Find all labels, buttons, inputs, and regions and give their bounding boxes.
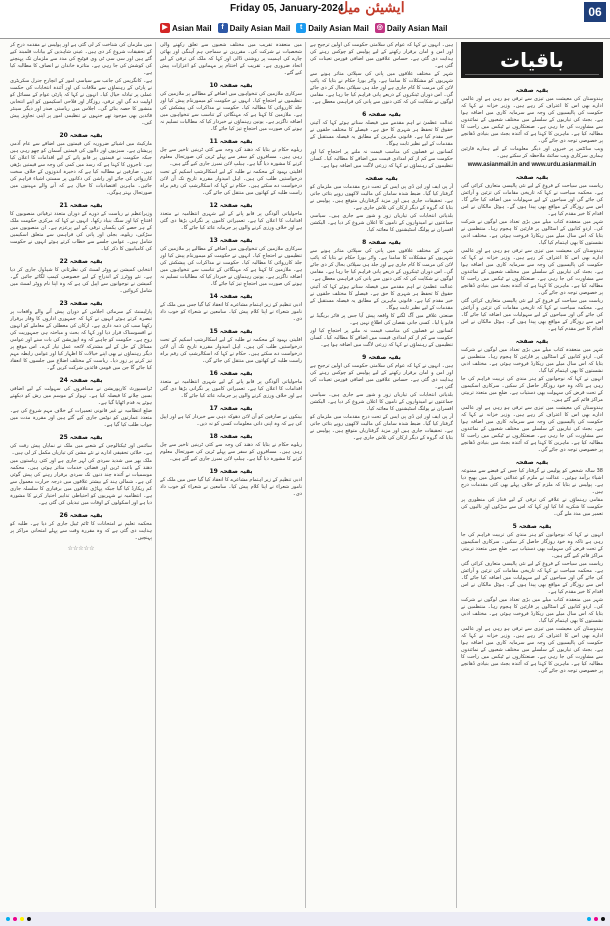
- article-text: آر پی ایف اور این ڈی پی ایس کے تحت درج مقدمات میں ملزمان کو گرفتار کیا گیا۔ ضبط شدہ سامان کی مالیت لاکھوں روپے بتائی جاتی ہے۔ تحقیقات جاری ہیں اور مزید گرفتاریاں متوقع ہیں۔ پولیس نے بتایا کہ گروہ کے دیگر ارکان کی تلاش جاری ہے۔: [310, 184, 453, 211]
- article-text: ریلوے حکام نے بتایا کہ دھند کی وجہ سے کئی ٹرینیں تاخیر سے چل رہی ہیں۔ مسافروں کو سفر سے پہلے ٹرین کی صورتحال معلوم کرنے کا مشورہ دیا گیا ہے۔ ہیلپ لائن نمبرز جاری کیے گئے ہیں۔: [160, 442, 302, 462]
- article-text: شہر کے مختلف علاقوں میں پانی کی سپلائی متاثر ہونے سے شہریوں کو مشکلات کا سامنا ہے۔ واٹر بورڈ حکام نے بتایا کہ پائپ لائن کی مرمت کا کام جاری ہے اور جلد ہی سپلائی بحال کر دی جائے گی۔ اس دوران ٹینکروں کے ذریعے پانی فراہم کیا جا رہا ہے۔ مقامی لوگوں نے شکایت کی کہ کئی دنوں سے پانی کی فراہمی معطل ہے۔: [310, 71, 453, 105]
- article-text: شہر میں منعقدہ کتاب میلے میں بڑی تعداد میں لوگوں نے شرکت کی۔ اردو کتابوں کے اسٹالوں پر قارئین کا ہجوم رہا۔ منتظمین نے بتایا کہ اس سال میلے میں ریکارڈ فروخت ہوئی ہے۔ مختلف ادبی نشستوں کا بھی اہتمام کیا گیا۔: [461, 347, 603, 374]
- column-divider: [155, 42, 156, 908]
- continuation-heading: بقیہ صفحہ: [515, 459, 549, 466]
- article-text: سرکاری ملازمین کی تنخواہوں میں اضافے کے مطالبے پر ملازمین کی تنظیموں نے احتجاج کیا۔ انہوں نے حکومت کو میمورنڈم پیش کیا اور جلد کارروائی کا مطالبہ کیا۔ حکومت نے مذاکرات کی پیشکش کی ہے۔ ملازمین کا کہنا ہے کہ مہنگائی کے تناسب سے تنخواہوں میں اضافہ ناگزیر ہے۔ یونین رہنماؤں نے خبردار کیا کہ مطالبات تسلیم نہ ہونے کی صورت میں احتجاج تیز کیا جائے گا۔: [160, 91, 302, 132]
- issue-date: Friday 05, January-2024: [230, 3, 344, 14]
- article-text: ہیں۔ انہوں نے کہا کہ عوام کی سلامتی حکومت کی اولین ترجیح ہے اور امن و امان برقرار رکھنے کے لیے پولیس کو چوکس رہنے کی ہدایت دی گئی ہے۔ حساس علاقوں میں اضافی فورس تعینات کی گئی ہے۔: [310, 42, 453, 69]
- instagram-icon: ◎: [376, 24, 383, 31]
- black-dot: [601, 917, 605, 921]
- article-text: ریاست میں سیاحت کے فروغ کے لیے نئی پالیسی متعارف کرائی گئی ہے۔ محکمہ سیاحت نے کہا کہ تاریخی مقامات کی تزئین و آرائش کی جائے گی اور سیاحوں کے لیے سہولیات میں اضافہ کیا جائے گا۔ اس سے روزگار کے مواقع بھی پیدا ہوں گے۔ ہوٹل مالکان نے اس اقدام کا خیر مقدم کیا ہے۔: [461, 561, 603, 595]
- section-title: باقیات: [461, 42, 603, 78]
- continuation-heading: بقیہ صفحہ 11: [209, 138, 253, 145]
- article-text: بلدیاتی انتخابات کی تیاریاں زور و شور سے جاری ہیں۔ سیاسی جماعتوں نے امیدواروں کے ناموں کا اعلان شروع کر دیا ہے۔ الیکشن افسران نے پولنگ اسٹیشنوں کا معائنہ کیا۔: [310, 392, 453, 412]
- continuation-heading: بقیہ صفحہ 18: [209, 433, 253, 440]
- article-text: شہر کے مختلف علاقوں میں پانی کی سپلائی متاثر ہونے سے شہریوں کو مشکلات کا سامنا ہے۔ واٹر بورڈ حکام نے بتایا کہ پائپ لائن کی مرمت کا کام جاری ہے اور جلد ہی سپلائی بحال کر دی جائے گی۔ اس دوران ٹینکروں کے ذریعے پانی فراہم کیا جا رہا ہے۔ مقامی لوگوں نے شکایت کی کہ کئی دنوں سے پانی کی فراہمی معطل ہے۔: [310, 248, 453, 282]
- article-text: ریاست میں سیاحت کے فروغ کے لیے نئی پالیسی متعارف کرائی گئی ہے۔ محکمہ سیاحت نے کہا کہ تاریخی مقامات کی تزئین و آرائش کی جائے گی اور سیاحوں کے لیے سہولیات میں اضافہ کیا جائے گا۔ اس سے روزگار کے مواقع بھی پیدا ہوں گے۔ ہوٹل مالکان نے اس اقدام کا خیر مقدم کیا ہے۔: [461, 183, 603, 217]
- column-5: [461, 82, 603, 908]
- article-text: ہندوستان کی معیشت میں تیزی سے ترقی ہو رہی ہے اور عالمی ادارے بھی اس کا اعتراف کر رہے ہیں۔ وزیر خزانہ نے کہا کہ حکومت کی پالیسیوں کی وجہ سے سرمایہ کاری میں اضافہ ہوا ہے۔ بجٹ کی تیاریوں کے سلسلے میں مختلف شعبوں کے نمائندوں سے مشاورت کی جا رہی ہے۔ صنعتکاروں نے ٹیکس میں راحت کا مطالبہ کیا ہے۔ ماہرین کا کہنا ہے کہ آئندہ بجٹ میں بنیادی ڈھانچے پر خصوصی توجہ دی جائے گی۔: [461, 248, 603, 296]
- article-text: ہندوستان کی معیشت میں تیزی سے ترقی ہو رہی ہے اور عالمی ادارے بھی اس کا اعتراف کر رہے ہیں۔ وزیر خزانہ نے کہا کہ حکومت کی پالیسیوں کی وجہ سے سرمایہ کاری میں اضافہ ہوا ہے۔ بجٹ کی تیاریوں کے سلسلے میں مختلف شعبوں کے نمائندوں سے مشاورت کی جا رہی ہے۔ صنعتکاروں نے ٹیکس میں راحت کا مطالبہ کیا ہے۔ ماہرین کا کہنا ہے کہ آئندہ بجٹ میں بنیادی ڈھانچے پر خصوصی توجہ دی جائے گی۔: [461, 626, 603, 674]
- continuation-heading: بقیہ صفحہ 25: [59, 434, 103, 441]
- article-text: وزیراعظم نے ریاست کے دورے کے دوران متعدد ترقیاتی منصوبوں کا افتتاح کیا اور سنگ بنیاد رکھا۔ انہوں نے کہا کہ مرکزی حکومت ملک کے ہر حصے کی یکساں ترقی کے لیے پرعزم ہے۔ ان منصوبوں میں سڑکیں، ریلوے، بجلی اور پانی کی فراہمی سے متعلق اسکیمیں شامل ہیں۔ عوامی جلسے سے خطاب کرتے ہوئے انہوں نے حکومت کی کامیابیوں کا ذکر کیا۔: [10, 211, 152, 252]
- article-text: ماحولیاتی آلودگی پر قابو پانے کے لیے شہری انتظامیہ نے متعدد اقدامات کا اعلان کیا ہے۔ تعمیراتی کاموں پر نگرانی بڑھا دی گئی ہے اور خلاف ورزی کرنے والوں پر جرمانہ عائد کیا جائے گا۔: [160, 379, 302, 399]
- continuation-heading: بقیہ صفحہ 20: [59, 132, 103, 139]
- continuation-heading: بقیہ صفحہ 15: [209, 328, 253, 335]
- masthead: [0, 0, 610, 39]
- article-text: شہر میں منعقدہ کتاب میلے میں بڑی تعداد میں لوگوں نے شرکت کی۔ اردو کتابوں کے اسٹالوں پر قارئین کا ہجوم رہا۔ منتظمین نے بتایا کہ اس سال میلے میں ریکارڈ فروخت ہوئی ہے۔ مختلف ادبی نشستوں کا بھی اہتمام کیا گیا۔: [461, 597, 603, 624]
- continuation-heading: بقیہ صفحہ 5: [512, 523, 552, 530]
- article-text: ہندوستان کی معیشت میں تیزی سے ترقی ہو رہی ہے اور عالمی ادارے بھی اس کا اعتراف کر رہے ہیں۔ وزیر خزانہ نے کہا کہ حکومت کی پالیسیوں کی وجہ سے سرمایہ کاری میں اضافہ ہوا ہے۔ بجٹ کی تیاریوں کے سلسلے میں مختلف شعبوں کے نمائندوں سے مشاورت کی جا رہی ہے۔ صنعتکاروں نے ٹیکس میں راحت کا مطالبہ کیا ہے۔ ماہرین کا کہنا ہے کہ آئندہ بجٹ میں بنیادی ڈھانچے پر خصوصی توجہ دی جائے گی۔: [461, 96, 603, 144]
- article-text: ٹرانسپورٹ کارپوریشن نے مسافروں کی سہولت کے لیے اضافی بسیں چلانے کا فیصلہ کیا ہے۔ تہوار کے موسم میں رش کو دیکھتے ہوئے یہ قدم اٹھایا گیا ہے۔: [10, 386, 152, 406]
- article-text: ہیں۔ انہوں نے کہا کہ عوام کی سلامتی حکومت کی اولین ترجیح ہے اور امن و امان برقرار رکھنے کے لیے پولیس کو چوکس رہنے کی ہدایت دی گئی ہے۔ حساس علاقوں میں اضافی فورس تعینات کی گئی ہے۔: [310, 363, 453, 390]
- article-text: شہر میں منعقدہ کتاب میلے میں بڑی تعداد میں لوگوں نے شرکت کی۔ اردو کتابوں کے اسٹالوں پر قارئین کا ہجوم رہا۔ منتظمین نے بتایا کہ اس سال میلے میں ریکارڈ فروخت ہوئی ہے۔ مختلف ادبی نشستوں کا بھی اہتمام کیا گیا۔: [461, 219, 603, 246]
- column-divider: [456, 42, 457, 908]
- continuation-heading: بقیہ صفحہ 24: [59, 377, 103, 384]
- social-facebook[interactable]: [218, 21, 291, 35]
- end-ornament: ☆☆☆☆☆: [67, 545, 95, 552]
- article-text: ویب سائٹس پر خبروں اور دیگر معلومات کے لیے ہمارے قارئین ہماری سرکاری ویب سائٹ ملاحظہ کر سکتے ہیں۔: [461, 146, 603, 159]
- article-text: میں ملزمان کی شناخت کر لی گئی ہے اور پولیس نے مقدمہ درج کر کے تحقیقات شروع کر دی ہیں۔ عینی شاہدین کے بیانات قلمبند کیے گئے ہیں اور سی سی ٹی وی فوٹیج کی مدد سے ملزمان تک پہنچنے کی کوشش کی جا رہی ہے۔ متاثرہ خاندان نے انصاف کا مطالبہ کیا ہے۔: [10, 42, 152, 76]
- continuation-heading: بقیہ صفحہ 6: [362, 111, 401, 118]
- continuation-heading: بقیہ صفحہ 9: [362, 354, 401, 361]
- article-text: پارلیمنٹ کے سرمائی اجلاس کے دوران پیش آنے والے واقعات پر تبصرہ کرتے ہوئے انہوں نے کہا کہ جمہوری اداروں کا وقار برقرار رکھنا سب کی ذمہ داری ہے۔ ارکان کی معطلی کے معاملے کو انہوں نے افسوسناک قرار دیا اور کہا کہ بحث و مباحثہ ہی جمہوریت کی روح ہے۔ حکومت کو چاہیے کہ وہ اپوزیشن کی بات سنے اور عوامی مسائل کے حل کے لیے مشترکہ لائحہ عمل تیار کرے۔ اس موقع پر دیگر رہنماؤں نے بھی اپنے خیالات کا اظہار کیا اور عوامی رابطہ مہم تیز کرنے پر زور دیا۔ ریاست کے مختلف اضلاع میں جلسوں کا انعقاد کیا جائے گا جن میں قومی قائدین شرکت کریں گے۔: [10, 309, 152, 371]
- article-text: صنعتی علاقے میں آگ لگنے کا واقعہ پیش آیا جس پر فائر بریگیڈ نے قابو پا لیا۔ کسی جانی نقصان کی اطلاع نہیں ہے۔: [310, 313, 453, 326]
- continuation-heading: بقیہ صفحہ 14: [209, 293, 253, 300]
- cyan-dot: [587, 917, 591, 921]
- continuation-heading: بقیہ صفحہ 26: [59, 512, 103, 519]
- social-label: Daily Asian Mail: [386, 23, 448, 33]
- continuation-heading: بقیہ صفحہ: [365, 175, 398, 182]
- article-text: انہوں نے کہا کہ نوجوانوں کو ہنر مندی کی تربیت فراہم کی جا رہی ہے تاکہ وہ خود روزگار حاصل کر سکیں۔ سرکاری اسکیموں کے تحت قرض کی سہولت بھی دستیاب ہے۔ ضلع میں متعدد تربیتی مراکز قائم کیے گئے ہیں۔: [461, 532, 603, 559]
- continuation-heading: بقیہ صفحہ 19: [209, 468, 253, 475]
- social-youtube[interactable]: [160, 21, 212, 35]
- article-text: ریاست میں سیاحت کے فروغ کے لیے نئی پالیسی متعارف کرائی گئی ہے۔ محکمہ سیاحت نے کہا کہ تاریخی مقامات کی تزئین و آرائش کی جائے گی اور سیاحوں کے لیے سہولیات میں اضافہ کیا جائے گا۔ اس سے روزگار کے مواقع بھی پیدا ہوں گے۔ ہوٹل مالکان نے اس اقدام کا خیر مقدم کیا ہے۔: [461, 298, 603, 332]
- article-text: سائنس اور ٹیکنالوجی کے شعبے میں ملک نے نمایاں پیش رفت کی ہے۔ خلائی تحقیقی ادارے نے نئے مشن کی تیاریاں مکمل کر لی ہیں۔: [10, 443, 152, 456]
- article-text: مقامی رہنماؤں نے علاقے کی ترقی کے لیے فنڈز کی منظوری پر حکومت کا شکریہ ادا کیا اور کہا کہ اس سے سڑکوں اور نالیوں کی تعمیر میں مدد ملے گی۔: [461, 497, 603, 517]
- article-text: میں منعقدہ تقریب میں مختلف شعبوں سے تعلق رکھنے والی شخصیات نے شرکت کی۔ مقررین نے سماجی ہم آہنگی اور بھائی چارے کی اہمیت پر روشنی ڈالی اور کہا کہ ملک کی ترقی کے لیے اتحاد ضروری ہے۔ تقریب کے اختتام پر مہمانوں کو اعزازات پیش کیے گئے۔: [160, 42, 302, 76]
- social-label: Asian Mail: [172, 23, 212, 33]
- social-links: [160, 21, 447, 35]
- column-2: [10, 42, 152, 908]
- black-dot: [27, 917, 31, 921]
- facebook-icon: f: [218, 23, 228, 33]
- twitter-icon: t: [296, 23, 306, 33]
- article-text: ہے۔ کانگریس کی جانب سے سیاسی امور کے انچارج جنرل سکریٹری نے پارٹی کے رہنماؤں سے ملاقات کی اور آئندہ انتخابات کی حکمت عملی پر تبادلہ خیال کیا۔ انہوں نے کہا کہ پارٹی عوام کے مسائل کو اولیت دے گی اور ترقی، روزگار اور فلاحی اسکیموں کو اپنے انتخابی منشور کا حصہ بنائے گی۔ اجلاس میں ریاستی صدر اور دیگر سینئر قائدین بھی موجود تھے جنہوں نے تنظیمی امور پر اپنی تجاویز پیش کیں۔: [10, 78, 152, 126]
- continuation-heading: بقیہ صفحہ: [515, 174, 549, 181]
- article-text: ادبی تنظیم کے زیر اہتمام مشاعرے کا انعقاد کیا گیا جس میں ملک کے نامور شعراء نے اپنا کلام پیش کیا۔ سامعین نے شعراء کو خوب داد دی۔: [160, 302, 302, 322]
- page-number: 06: [584, 2, 606, 22]
- newspaper-logo: ایشیئن میل: [338, 0, 405, 16]
- article-text: ہندوستان کی معیشت میں تیزی سے ترقی ہو رہی ہے اور عالمی ادارے بھی اس کا اعتراف کر رہے ہیں۔ وزیر خزانہ نے کہا کہ حکومت کی پالیسیوں کی وجہ سے سرمایہ کاری میں اضافہ ہوا ہے۔ بجٹ کی تیاریوں کے سلسلے میں مختلف شعبوں کے نمائندوں سے مشاورت کی جا رہی ہے۔ صنعتکاروں نے ٹیکس میں راحت کا مطالبہ کیا ہے۔ ماہرین کا کہنا ہے کہ آئندہ بجٹ میں بنیادی ڈھانچے پر خصوصی توجہ دی جائے گی۔: [461, 405, 603, 453]
- article-text: کسانوں نے فصلوں کی مناسب قیمت نہ ملنے پر احتجاج کیا اور حکومت سے کم از کم امدادی قیمت میں اضافے کا مطالبہ کیا۔ کسان تنظیموں کے رہنماؤں نے کہا کہ زرعی لاگت میں اضافہ ہوا ہے۔: [310, 149, 453, 169]
- article-text: اقلیتی بہبود کے محکمہ نے طلبہ کے لیے اسکالرشپ اسکیم کے تحت درخواستیں طلب کی ہیں۔ اہل امیدوار مقررہ تاریخ تک آن لائن درخواست دے سکتے ہیں۔ حکام نے کہا کہ اسکالرشپ کی رقم براہ راست طلبہ کے کھاتوں میں منتقل کی جائے گی۔: [160, 337, 302, 364]
- color-bar-left: [6, 917, 31, 921]
- website-link[interactable]: www.asianmail.in and www.urdu.asianmail.in: [467, 162, 597, 168]
- article-text: مارکیٹ میں اشیائے ضروریہ کی قیمتوں میں اضافے سے عام آدمی پریشان ہے۔ سبزیوں اور دالوں کی قیمتیں آسمان کو چھو رہی ہیں جبکہ حکومت نے قیمتوں پر قابو پانے کے لیے اقدامات کا اعلان کیا ہے۔ تاجروں کا کہنا ہے کہ رسد میں کمی کی وجہ سے قیمتیں بڑھی ہیں۔ صارفین نے مطالبہ کیا ہے کہ ذخیرہ اندوزوں کے خلاف سخت کارروائی کی جائے اور راشن کی دکانوں پر سستی اشیاء فراہم کی جائیں۔ ماہرین اقتصادیات کا خیال ہے کہ آنے والے مہینوں میں صورتحال بہتر ہوگی۔: [10, 141, 152, 196]
- column-4: [310, 42, 453, 908]
- continuation-heading: بقیہ صفحہ 23: [59, 300, 103, 307]
- magenta-dot: [594, 917, 598, 921]
- article-text: ادبی تنظیم کے زیر اہتمام مشاعرے کا انعقاد کیا گیا جس میں ملک کے نامور شعراء نے اپنا کلام پیش کیا۔ سامعین نے شعراء کو خوب داد دی۔: [160, 477, 302, 497]
- continuation-heading: بقیہ صفحہ 16: [209, 370, 253, 377]
- article-text: محکمہ تعلیم نے امتحانات کا ٹائم ٹیبل جاری کر دیا ہے۔ طلبہ کو ہدایت دی گئی ہے کہ وہ مقررہ وقت سے پہلے امتحانی مراکز پر پہنچیں۔: [10, 521, 152, 541]
- color-bar-right: [587, 917, 605, 921]
- social-label: Daily Asian Mail: [308, 23, 369, 33]
- continuation-heading: بقیہ صفحہ 21: [59, 202, 103, 209]
- article-text: کسانوں نے فصلوں کی مناسب قیمت نہ ملنے پر احتجاج کیا اور حکومت سے کم از کم امدادی قیمت میں اضافے کا مطالبہ کیا۔ کسان تنظیموں کے رہنماؤں نے کہا کہ زرعی لاگت میں اضافہ ہوا ہے۔: [310, 328, 453, 348]
- article-text: ملک بھر میں شدید سردی کی لہر جاری ہے اور کئی ریاستوں میں دھند کے باعث ٹرین اور فضائی خدمات متاثر ہوئی ہیں۔ محکمہ موسمیات نے آئندہ چند دنوں تک سردی برقرار رہنے کی پیش گوئی کی ہے۔ شمالی ہند کے بیشتر علاقوں میں درجہ حرارت معمول سے کم ریکارڈ کیا گیا جبکہ پہاڑی علاقوں میں برفباری کا سلسلہ جاری ہے۔ انتظامیہ نے شہریوں کو احتیاطی تدابیر اختیار کرنے کا مشورہ دیا ہے اور اسکولوں کے اوقات میں تبدیلی کی گئی ہے۔: [10, 458, 152, 506]
- yellow-dot: [20, 917, 24, 921]
- social-twitter[interactable]: [296, 21, 369, 35]
- continuation-heading: بقیہ صفحہ 10: [209, 82, 253, 89]
- continuation-heading: بقیہ صفحہ 12: [209, 202, 253, 209]
- footer-strip: [0, 912, 610, 926]
- article-text: انتخابی کمیشن نے ووٹر لسٹ کی نظرثانی کا شیڈول جاری کر دیا ہے۔ نئے ووٹرز کے اندراج کے لیے خصوصی کیمپ لگائے جائیں گے۔ کمیشن نے نوجوانوں سے اپیل کی ہے کہ وہ اپنا نام ووٹر لسٹ میں شامل کروائیں۔: [10, 267, 152, 294]
- youtube-icon: ▶: [160, 23, 170, 33]
- continuation-heading: بقیہ صفحہ 13: [209, 237, 253, 244]
- social-instagram[interactable]: [375, 21, 448, 35]
- column-3: [160, 42, 302, 908]
- article-text: اقلیتی بہبود کے محکمہ نے طلبہ کے لیے اسکالرشپ اسکیم کے تحت درخواستیں طلب کی ہیں۔ اہل امیدوار مقررہ تاریخ تک آن لائن درخواست دے سکتے ہیں۔ حکام نے کہا کہ اسکالرشپ کی رقم براہ راست طلبہ کے کھاتوں میں منتقل کی جائے گی۔: [160, 169, 302, 196]
- article-text: انہوں نے کہا کہ نوجوانوں کو ہنر مندی کی تربیت فراہم کی جا رہی ہے تاکہ وہ خود روزگار حاصل کر سکیں۔ سرکاری اسکیموں کے تحت قرض کی سہولت بھی دستیاب ہے۔ ضلع میں متعدد تربیتی مراکز قائم کیے گئے ہیں۔: [461, 376, 603, 403]
- article-text: بینکوں نے صارفین کو آن لائن دھوکہ دہی سے خبردار کیا ہے اور اپیل کی ہے کہ وہ اپنی ذاتی معلومات کسی کو نہ دیں۔: [160, 414, 302, 427]
- article-text: آر پی ایف اور این ڈی پی ایس کے تحت درج مقدمات میں ملزمان کو گرفتار کیا گیا۔ ضبط شدہ سامان کی مالیت لاکھوں روپے بتائی جاتی ہے۔ تحقیقات جاری ہیں اور مزید گرفتاریاں متوقع ہیں۔ پولیس نے بتایا کہ گروہ کے دیگر ارکان کی تلاش جاری ہے۔: [310, 414, 453, 441]
- cyan-dot: [6, 917, 10, 921]
- column-divider: [305, 42, 306, 908]
- continuation-heading: بقیہ صفحہ 17: [209, 405, 253, 412]
- continuation-heading: بقیہ صفحہ 8: [362, 239, 401, 246]
- article-text: ماحولیاتی آلودگی پر قابو پانے کے لیے شہری انتظامیہ نے متعدد اقدامات کا اعلان کیا ہے۔ تعمیراتی کاموں پر نگرانی بڑھا دی گئی ہے اور خلاف ورزی کرنے والوں پر جرمانہ عائد کیا جائے گا۔: [160, 211, 302, 231]
- continuation-heading: بقیہ صفحہ 22: [59, 258, 103, 265]
- article-text: بلدیاتی انتخابات کی تیاریاں زور و شور سے جاری ہیں۔ سیاسی جماعتوں نے امیدواروں کے ناموں کا اعلان شروع کر دیا ہے۔ الیکشن افسران نے پولنگ اسٹیشنوں کا معائنہ کیا۔: [310, 213, 453, 233]
- article-text: 38 سالہ شخص کو پولیس نے گرفتار کیا جس کے قبضے سے ممنوعہ اشیاء برآمد ہوئیں۔ عدالت نے ملزم کو عدالتی تحویل میں بھیج دیا ہے۔ پولیس نے بتایا کہ ملزم کے خلاف پہلے بھی کئی مقدمات درج ہیں۔: [461, 468, 603, 495]
- article-text: ضلع انتظامیہ نے غیر قانونی تعمیرات کے خلاف مہم شروع کی ہے۔ متعدد عمارتوں کو نوٹس جاری کیے گئے ہیں اور مقررہ مدت میں جواب طلب کیا گیا ہے۔: [10, 408, 152, 428]
- magenta-dot: [13, 917, 17, 921]
- continuation-heading: بقیہ صفحہ: [515, 87, 549, 94]
- article-text: عدالت عظمیٰ نے اہم مقدمے میں فیصلہ سناتے ہوئے کہا کہ آئینی حقوق کا تحفظ ہر شہری کا حق ہے۔ فیصلے کا مختلف حلقوں نے خیر مقدم کیا ہے۔ قانونی ماہرین کے مطابق یہ فیصلہ مستقبل کے مقدمات کے لیے نظیر ثابت ہوگا۔: [310, 284, 453, 311]
- article-text: ریلوے حکام نے بتایا کہ دھند کی وجہ سے کئی ٹرینیں تاخیر سے چل رہی ہیں۔ مسافروں کو سفر سے پہلے ٹرین کی صورتحال معلوم کرنے کا مشورہ دیا گیا ہے۔ ہیلپ لائن نمبرز جاری کیے گئے ہیں۔: [160, 147, 302, 167]
- social-label: Daily Asian Mail: [229, 23, 291, 33]
- article-text: عدالت عظمیٰ نے اہم مقدمے میں فیصلہ سناتے ہوئے کہا کہ آئینی حقوق کا تحفظ ہر شہری کا حق ہے۔ فیصلے کا مختلف حلقوں نے خیر مقدم کیا ہے۔ قانونی ماہرین کے مطابق یہ فیصلہ مستقبل کے مقدمات کے لیے نظیر ثابت ہوگا۔: [310, 120, 453, 147]
- article-text: سرکاری ملازمین کی تنخواہوں میں اضافے کے مطالبے پر ملازمین کی تنظیموں نے احتجاج کیا۔ انہوں نے حکومت کو میمورنڈم پیش کیا اور جلد کارروائی کا مطالبہ کیا۔ حکومت نے مذاکرات کی پیشکش کی ہے۔ ملازمین کا کہنا ہے کہ مہنگائی کے تناسب سے تنخواہوں میں اضافہ ناگزیر ہے۔ یونین رہنماؤں نے خبردار کیا کہ مطالبات تسلیم نہ ہونے کی صورت میں احتجاج تیز کیا جائے گا۔: [160, 246, 302, 287]
- continuation-heading: بقیہ صفحہ: [515, 338, 549, 345]
